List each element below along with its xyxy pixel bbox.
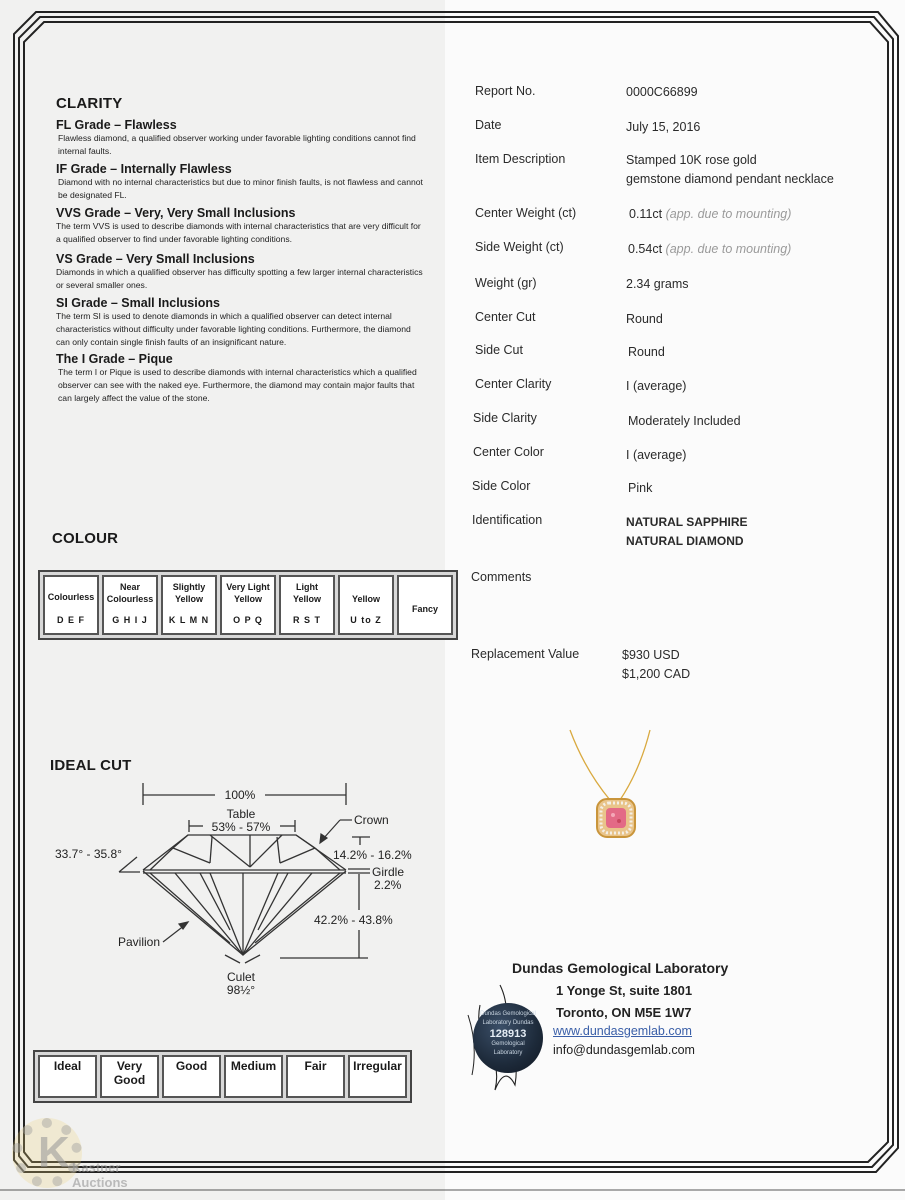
side-clarity-value: Moderately Included (628, 414, 741, 428)
item-description-label: Item Description (475, 152, 566, 166)
colour-letters: D E F (56, 615, 85, 625)
ideal-cut-heading: IDEAL CUT (50, 757, 132, 774)
comments-label: Comments (471, 570, 532, 584)
cut-grade-fair: Fair (286, 1055, 345, 1098)
side-color-value: Pink (628, 481, 653, 495)
grade-description: The term VVS is used to describe diamonds with internal characteristics that are very difficult for a qualified observer to find under favorable lighting conditions. (56, 221, 421, 244)
identification-value (626, 513, 748, 551)
replacement-value (622, 646, 690, 684)
grade-description: The term I or Pique is used to describe diamonds with internal characteristics which a qualified observer can see with the naked eye. Furthermore, the diamond may contain major faults that can largely affect the value of the stone. (58, 367, 417, 403)
seal-line4: Laboratory (493, 1050, 523, 1056)
weight-label: Weight (gr) (475, 276, 537, 290)
item-description-line1: Stamped 10K rose gold (626, 153, 757, 167)
grade-description: Flawless diamond, a qualified observer working under favorable lighting conditions cannot find internal faults. (58, 133, 416, 156)
clarity-grade-i (56, 352, 426, 405)
colour-letters: U to Z (350, 615, 382, 625)
clarity-grade-if (56, 162, 426, 206)
clarity-grade-fl (56, 118, 426, 162)
identification-line1: NATURAL SAPPHIRE (626, 515, 748, 529)
grade-description: Diamonds in which a qualified observer has difficulty spotting a few larger internal characteristics or several smaller ones. (56, 267, 423, 290)
clarity-grade-list (56, 118, 426, 405)
colour-heading: COLOUR (52, 530, 119, 547)
center-cut-label: Center Cut (475, 310, 536, 324)
side-weight-label: Side Weight (ct) (475, 240, 564, 254)
colour-grade-fancy (397, 575, 453, 635)
side-color-label: Side Color (472, 479, 531, 493)
cut-grade-ideal: Ideal (38, 1055, 97, 1098)
width-label: 100% (224, 788, 256, 802)
colour-grade-yellow (338, 575, 394, 635)
chain-left (570, 730, 610, 800)
grade-title: The I Grade – Pique (56, 352, 173, 366)
colour-grade-near-colourless (102, 575, 158, 635)
colour-name: Near Colourless (106, 582, 154, 604)
culet-label: 98½° (226, 983, 256, 997)
center-weight-note: (app. due to mounting) (665, 207, 792, 221)
replacement-value-label: Replacement Value (471, 647, 580, 661)
center-clarity-value: I (average) (626, 379, 687, 393)
colour-grade-light-yellow (279, 575, 335, 635)
side-weight-value (628, 240, 791, 259)
lab-name: Dundas Gemological Laboratory (512, 960, 729, 976)
crown-label: Crown (354, 813, 389, 827)
lab-address-line1: 1 Yonge St, suite 1801 (556, 983, 693, 998)
colour-letters: K L M N (168, 615, 210, 625)
side-weight-number: 0.54ct (628, 242, 663, 256)
center-cut-value: Round (626, 312, 663, 326)
side-weight-note: (app. due to mounting) (665, 242, 792, 256)
grade-title: IF Grade – Internally Flawless (56, 162, 232, 176)
colour-name: Fancy (411, 604, 438, 614)
lab-address-line2: Toronto, ON M5E 1W7 (556, 1005, 692, 1020)
colour-name: Very Light Yellow (226, 582, 270, 604)
center-weight-number: 0.11ct (629, 207, 663, 221)
chain-right (620, 730, 650, 800)
crown-angle-label: 33.7° - 35.8° (55, 847, 122, 861)
date-value: July 15, 2016 (626, 120, 701, 134)
lab-email: info@dundasgemlab.com (553, 1043, 695, 1057)
item-description-line2: gemstone diamond pendant necklace (626, 172, 834, 186)
girdle-title-label: Girdle (372, 865, 405, 879)
date-label: Date (475, 118, 502, 132)
center-weight-value (629, 205, 791, 224)
watermark-line2: Auctions (72, 1175, 128, 1190)
weight-value: 2.34 grams (626, 277, 689, 291)
watermark-k-letter: K (38, 1128, 70, 1177)
necklace-photo (555, 725, 675, 855)
watermark-line1: Kastner (72, 1160, 121, 1175)
center-weight-label: Center Weight (ct) (475, 206, 577, 220)
culet-title-label: Culet (226, 970, 256, 984)
replacement-value-cad: $1,200 CAD (622, 667, 691, 681)
colour-grade-slightly-yellow (161, 575, 217, 635)
report-no-label: Report No. (475, 84, 536, 98)
colour-name: Yellow (351, 594, 380, 604)
side-clarity-label: Side Clarity (473, 411, 537, 425)
security-seal (473, 1003, 543, 1073)
identification-label: Identification (472, 513, 543, 527)
seal-line1: Dundas Gemological (480, 1011, 536, 1017)
grade-title: SI Grade – Small Inclusions (56, 296, 220, 310)
colour-letters: G H I J (112, 615, 148, 625)
colour-scale (38, 570, 458, 640)
crown-height-label: 14.2% - 16.2% (333, 848, 412, 862)
cut-grade-very-good: Very Good (100, 1055, 159, 1098)
grade-description: Diamond with no internal characteristics but due to minor finish faults, is not flawless and cannot be designated FL. (58, 177, 423, 200)
colour-letters: R S T (292, 615, 321, 625)
seal-line2: Laboratory Dundas (482, 1020, 534, 1026)
colour-name: Light Yellow (292, 582, 321, 604)
side-cut-value: Round (628, 345, 665, 359)
cut-grade-good: Good (162, 1055, 221, 1098)
pavilion-label: Pavilion (118, 935, 161, 949)
grade-title: VS Grade – Very Small Inclusions (56, 252, 255, 266)
clarity-grade-vvs (56, 206, 426, 252)
seal-line3: Gemological (491, 1041, 525, 1047)
item-description-value (626, 151, 834, 189)
colour-name: Colourless (47, 592, 95, 602)
table-title-label: Table (226, 807, 256, 821)
cut-grade-irregular: Irregular (348, 1055, 407, 1098)
report-no-value: 0000C66899 (626, 85, 698, 99)
pavilion-depth-label: 42.2% - 43.8% (314, 913, 393, 927)
colour-name: Slightly Yellow (172, 582, 206, 604)
table-label: 53% - 57% (211, 820, 271, 834)
clarity-grade-si (56, 296, 426, 352)
cut-grade-scale (33, 1050, 412, 1103)
side-cut-label: Side Cut (475, 343, 523, 357)
colour-letters: O P Q (233, 615, 263, 625)
center-clarity-label: Center Clarity (475, 377, 552, 391)
clarity-grade-vs (56, 252, 426, 296)
grade-description: The term SI is used to denote diamonds in which a qualified observer can detect internal characteristics without difficulty under favorable lighting conditions. Furthermore, the diamond can only contain single finish faults of an insignificant nature. (56, 311, 411, 347)
clarity-heading: CLARITY (56, 95, 123, 112)
grade-title: VVS Grade – Very, Very Small Inclusions (56, 206, 296, 220)
replacement-value-usd: $930 USD (622, 648, 680, 662)
colour-grade-colourless (43, 575, 99, 635)
girdle-label: 2.2% (374, 878, 402, 892)
center-color-value: I (average) (626, 448, 687, 462)
diamond-proportions-diagram (40, 775, 440, 1005)
cut-grade-medium: Medium (224, 1055, 283, 1098)
grade-title: FL Grade – Flawless (56, 118, 177, 132)
identification-line2: NATURAL DIAMOND (626, 534, 744, 548)
seal-number: 128913 (489, 1028, 527, 1040)
colour-grade-very-light-yellow (220, 575, 276, 635)
center-color-label: Center Color (473, 445, 544, 459)
lab-website-link[interactable]: www.dundasgemlab.com (553, 1024, 692, 1038)
